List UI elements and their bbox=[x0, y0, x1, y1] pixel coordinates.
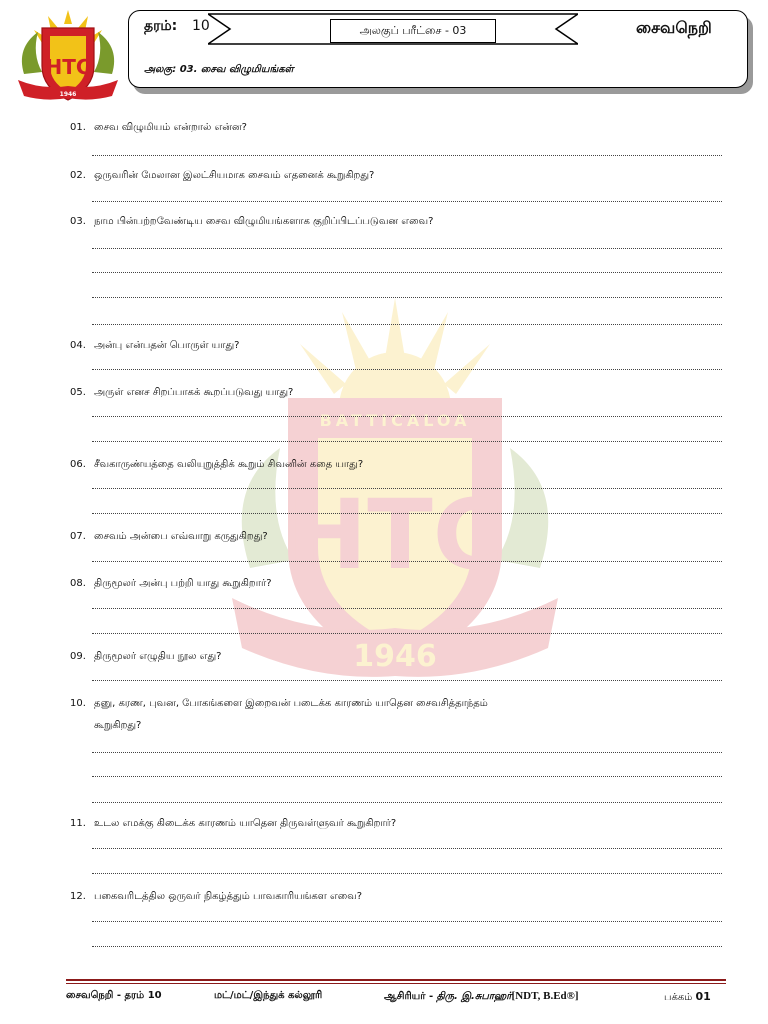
question-10 bbox=[70, 697, 488, 711]
question-04 bbox=[70, 339, 239, 353]
question-text: பகைவரிடத்தில ஒருவர் நிகழ்த்தும் பாவகாரியங்கள எவை? bbox=[94, 891, 363, 902]
answer-line[interactable] bbox=[92, 441, 722, 442]
answer-line[interactable] bbox=[92, 488, 722, 489]
question-text: அன்பு என்பதன் பொருள் யாது? bbox=[94, 340, 240, 351]
watermark-place: BATTICALOA bbox=[319, 411, 471, 430]
footer-teacher bbox=[384, 990, 579, 1003]
answer-line[interactable] bbox=[92, 802, 722, 803]
answer-line[interactable] bbox=[92, 873, 722, 874]
question-number: 04. bbox=[70, 340, 86, 351]
question-text: திருமூலர் எழுதிய நூல எது? bbox=[94, 651, 222, 662]
question-number: 05. bbox=[70, 387, 86, 398]
answer-line[interactable] bbox=[92, 369, 722, 370]
unit-title: அலகு: 03. சைவ விழுமியங்கள் bbox=[144, 64, 294, 75]
answer-line[interactable] bbox=[92, 633, 722, 634]
answer-line[interactable] bbox=[92, 608, 722, 609]
test-title: அலகுப் பரீட்சை - 03 bbox=[330, 19, 496, 43]
answer-line[interactable] bbox=[92, 513, 722, 514]
question-text: உடல எமக்கு கிடைக்க காரணம் யாதென திருவள்ளுவர் கூறுகிறார்? bbox=[94, 818, 397, 829]
footer-rule-thin bbox=[66, 983, 726, 984]
answer-line[interactable] bbox=[92, 776, 722, 777]
grade-number: 10 bbox=[192, 18, 210, 34]
subject-title: சைவநெறி bbox=[636, 18, 712, 37]
answer-line[interactable] bbox=[92, 561, 722, 562]
answer-line[interactable] bbox=[92, 848, 722, 849]
answer-line[interactable] bbox=[92, 921, 722, 922]
watermark-year: 1946 bbox=[353, 639, 437, 674]
question-text: சீவகாருண்யத்தை வலியுறுத்திக் கூறும் சிவனின் கதை யாது? bbox=[94, 459, 364, 470]
question-number: 06. bbox=[70, 459, 86, 470]
question-05 bbox=[70, 386, 293, 400]
question-text: நாம பின்பற்றவேண்டிய சைவ விழுமியங்களாக குறிப்பிடப்படுவன எவை? bbox=[94, 216, 434, 227]
question-02 bbox=[70, 169, 374, 183]
footer-subject-grade: சைவநெறி - தரம் 10 bbox=[66, 990, 162, 1001]
question-number: 12. bbox=[70, 891, 86, 902]
footer-teacher-label: ஆசிரியர் - bbox=[384, 991, 434, 1002]
answer-line[interactable] bbox=[92, 297, 722, 298]
question-10-continued: கூறுகிறது? bbox=[94, 720, 142, 731]
footer-page-number: 01 bbox=[695, 990, 711, 1003]
crest-letters: HTC bbox=[45, 55, 91, 79]
question-number: 11. bbox=[70, 818, 86, 829]
answer-line[interactable] bbox=[92, 324, 722, 325]
question-text: சைவம் அன்பை எவ்வாறு கருதுகிறது? bbox=[94, 531, 268, 542]
school-crest-logo bbox=[12, 4, 124, 106]
question-09 bbox=[70, 650, 221, 664]
crest-year: 1946 bbox=[59, 91, 77, 98]
question-text: அருள் எனச சிறப்பாகக் கூறப்படுவது யாது? bbox=[94, 387, 294, 398]
question-text: திருமூலர் அன்பு பற்றி யாது கூறுகிறார்? bbox=[94, 578, 272, 589]
question-07 bbox=[70, 530, 268, 544]
question-text: ஒருவரின் மேலான இலட்சியமாக சைவம் எதனைக் கூறுகிறது? bbox=[94, 170, 375, 181]
footer-page-label: பக்கம் bbox=[664, 992, 693, 1003]
question-number: 07. bbox=[70, 531, 86, 542]
question-text: தனு, கரண, புவன, போகங்களை இறைவன் படைக்க காரணம் யாதென சைவசித்தாந்தம் bbox=[94, 698, 488, 709]
school-crest-watermark bbox=[222, 298, 568, 698]
footer-school: மட்/மட்/இந்துக் கல்லூரி bbox=[214, 990, 323, 1001]
question-text: சைவ விழுமியம் என்றால் என்ன? bbox=[94, 122, 247, 133]
answer-line[interactable] bbox=[92, 272, 722, 273]
question-03 bbox=[70, 215, 433, 229]
question-number: 08. bbox=[70, 578, 86, 589]
answer-line[interactable] bbox=[92, 946, 722, 947]
question-11 bbox=[70, 817, 396, 831]
answer-line[interactable] bbox=[92, 248, 722, 249]
footer-teacher-name: திரு. இ.சுபாஹர் bbox=[436, 991, 512, 1002]
question-06 bbox=[70, 458, 363, 472]
question-number: 03. bbox=[70, 216, 86, 227]
answer-line[interactable] bbox=[92, 155, 722, 156]
question-01 bbox=[70, 121, 247, 135]
question-number: 09. bbox=[70, 651, 86, 662]
footer-qualification: [NDT, B.Ed®] bbox=[511, 990, 579, 1002]
answer-line[interactable] bbox=[92, 416, 722, 417]
answer-line[interactable] bbox=[92, 201, 722, 202]
question-number: 02. bbox=[70, 170, 86, 181]
question-08 bbox=[70, 577, 272, 591]
watermark-letters: HTC bbox=[286, 479, 504, 591]
answer-line[interactable] bbox=[92, 680, 722, 681]
question-number: 01. bbox=[70, 122, 86, 133]
footer-rule-thick bbox=[66, 979, 726, 981]
grade-label: தரம்: bbox=[144, 18, 178, 34]
question-12 bbox=[70, 890, 362, 904]
answer-line[interactable] bbox=[92, 752, 722, 753]
footer-page bbox=[664, 990, 711, 1004]
question-number: 10. bbox=[70, 698, 86, 709]
